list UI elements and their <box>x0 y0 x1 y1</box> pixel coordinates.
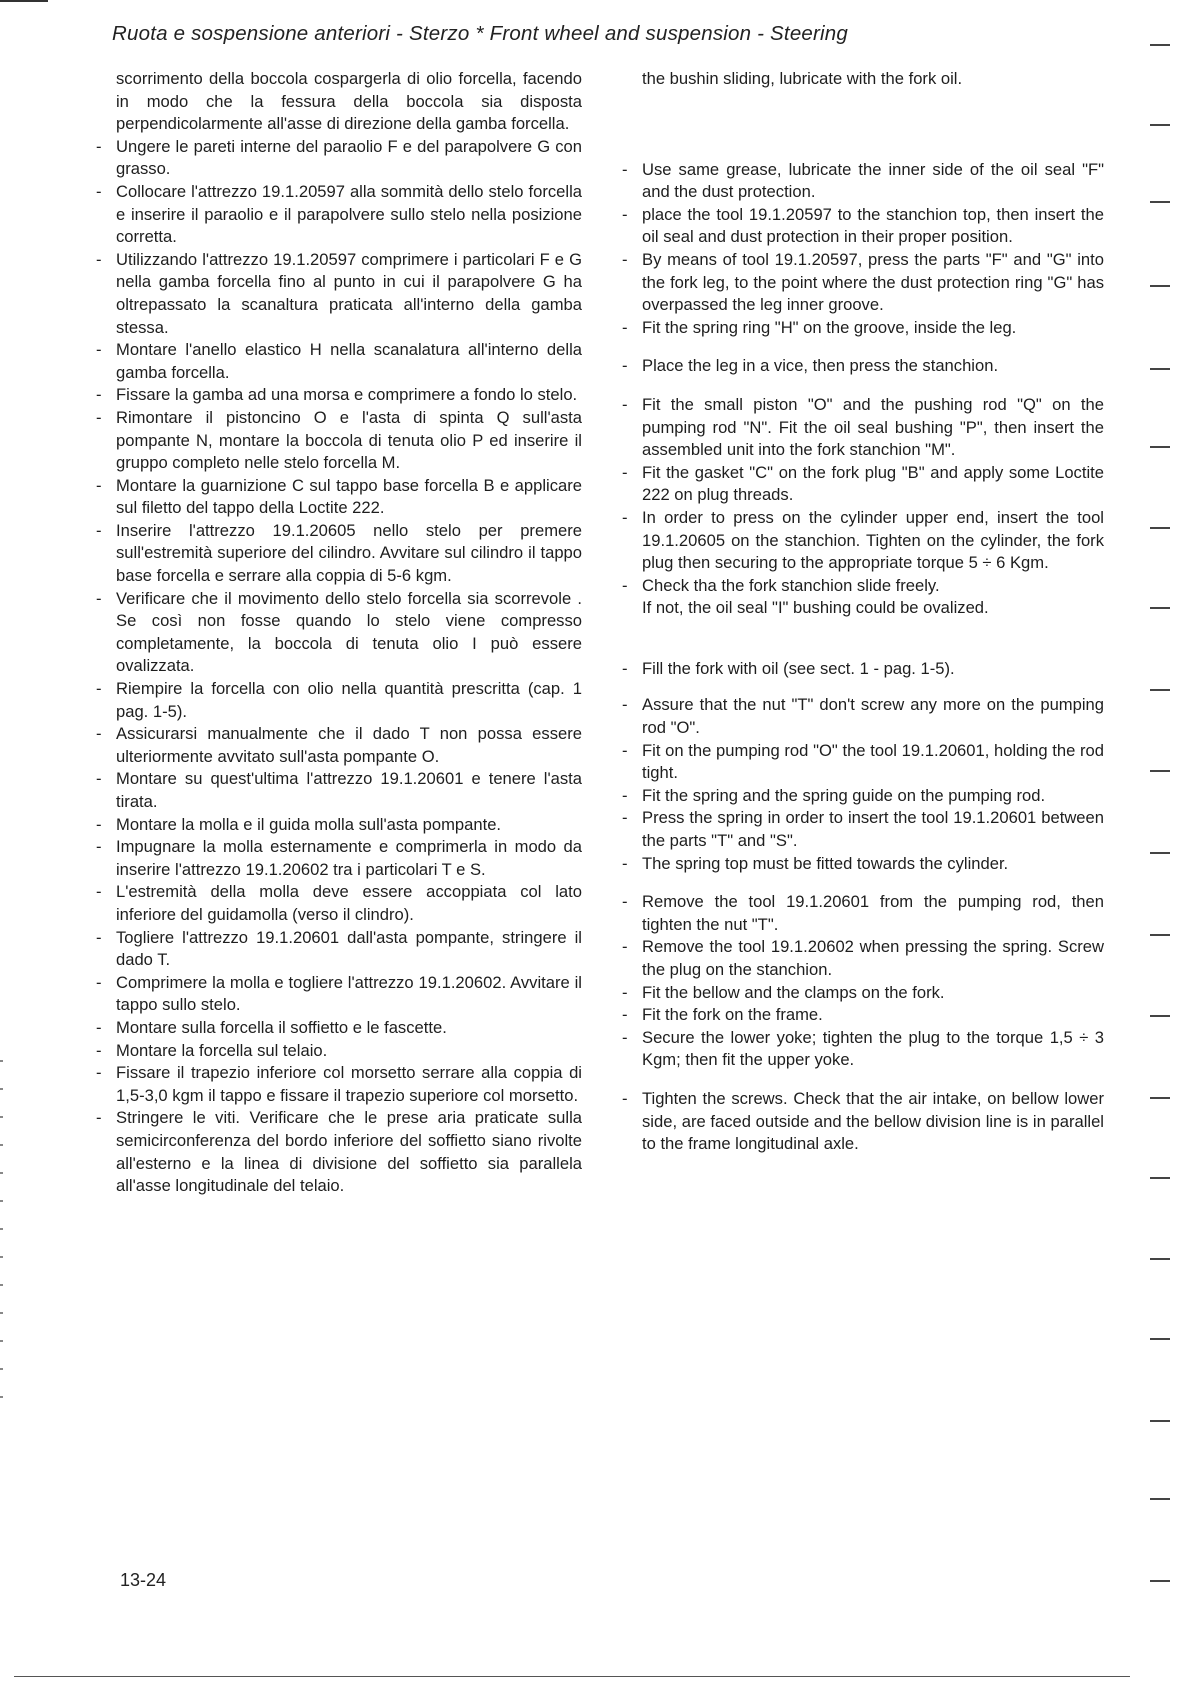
it-paragraph: - Montare sulla forcella il soffietto e le fascette. <box>92 1017 582 1040</box>
header-separator: * <box>475 22 484 45</box>
en-paragraph: - place the tool 19.1.20597 to the stanchion top, then insert the oil seal and dust protection in their proper position. <box>618 204 1104 249</box>
en-paragraph: - Fill the fork with oil (see sect. 1 - pag. 1-5). <box>618 658 1104 681</box>
it-paragraph: - Fissare la gamba ad una morsa e comprimere a fondo lo stelo. <box>92 384 582 407</box>
en-paragraph: - Press the spring in order to insert the tool 19.1.20601 between the parts "T" and "S". <box>618 807 1104 852</box>
binding-edge-marks <box>0 1060 3 1400</box>
margin-tick <box>1150 446 1170 448</box>
it-paragraph: - Assicurarsi manualmente che il dado T non possa essere ulteriormente avvitato sull'asta pompante O. <box>92 723 582 768</box>
en-paragraph: - Fit on the pumping rod "O" the tool 19.1.20601, holding the rod tight. <box>618 740 1104 785</box>
it-paragraph: - Comprimere la molla e togliere l'attrezzo 19.1.20602. Avvitare il tappo sullo stelo. <box>92 972 582 1017</box>
en-paragraph: - Fit the bellow and the clamps on the fork. <box>618 982 1104 1005</box>
margin-tick <box>1150 44 1170 46</box>
it-paragraph: - Collocare l'attrezzo 19.1.20597 alla sommità dello stelo forcella e inserire il paraolio e il parapolvere sullo stelo nella posizione corretta. <box>92 181 582 249</box>
it-paragraph: - Verificare che il movimento dello stelo forcella sia scorrevole . Se così non fosse quando lo stelo viene compresso completamente, la boccola di tenuta olio I può essere ovalizzata. <box>92 588 582 678</box>
it-paragraph: - Impugnare la molla esternamente e comprimerla in modo da inserire l'attrezzo 19.1.20602 tra i particolari T e S. <box>92 836 582 881</box>
margin-tick <box>1150 852 1170 854</box>
it-paragraph: - Utilizzando l'attrezzo 19.1.20597 comprimere i particolari F e G nella gamba forcella fino al punto in cui il parapolvere G ha oltrepassato la scanaltura praticata all'interno della gamba stessa. <box>92 249 582 339</box>
it-paragraph: - L'estremità della molla deve essere accoppiata col lato inferiore del guidamolla (verso il clindro). <box>92 881 582 926</box>
it-paragraph: - Togliere l'attrezzo 19.1.20601 dall'asta pompante, stringere il dado T. <box>92 927 582 972</box>
english-column <box>618 68 1104 1156</box>
margin-tick <box>1150 1580 1170 1582</box>
en-paragraph: - The spring top must be fitted towards the cylinder. <box>618 853 1104 876</box>
it-paragraph: - Montare l'anello elastico H nella scanalatura all'interno della gamba forcella. <box>92 339 582 384</box>
italian-column <box>92 68 582 1198</box>
en-paragraph: - Secure the lower yoke; tighten the plug to the torque 1,5 ÷ 3 Kgm; then fit the upper yoke. <box>618 1027 1104 1072</box>
margin-tick <box>1150 1015 1170 1017</box>
header-title-it: Ruota e sospensione anteriori - Sterzo <box>112 22 470 45</box>
corner-rule <box>0 0 48 2</box>
it-paragraph: - Montare la molla e il guida molla sull'asta pompante. <box>92 814 582 837</box>
en-paragraph: - Assure that the nut "T" don't screw any more on the pumping rod "O". <box>618 694 1104 739</box>
page-number: 13-24 <box>120 1570 167 1590</box>
margin-tick <box>1150 201 1170 203</box>
margin-tick <box>1150 368 1170 370</box>
en-paragraph: - Use same grease, lubricate the inner side of the oil seal "F" and the dust protection. <box>618 159 1104 204</box>
en-paragraph: the bushin sliding, lubricate with the fork oil. <box>642 69 963 88</box>
margin-tick <box>1150 934 1170 936</box>
margin-tick-marks <box>1150 0 1180 1684</box>
margin-tick <box>1150 1420 1170 1422</box>
en-paragraph: - Fit the fork on the frame. <box>618 1004 1104 1027</box>
margin-tick <box>1150 1097 1170 1099</box>
it-paragraph: - Rimontare il pistoncino O e l'asta di spinta Q sull'asta pompante N, montare la boccola di tenuta olio P ed inserire il gruppo completo nelle stelo forcella M. <box>92 407 582 475</box>
en-paragraph: - Fit the small piston "O" and the pushing rod "Q" on the pumping rod "N". Fit the oil seal bushing "P", then insert the assembled unit into the fork stanchion "M". <box>618 394 1104 462</box>
it-paragraph: - Montare su quest'ultima l'attrezzo 19.1.20601 e tenere l'asta tirata. <box>92 768 582 813</box>
it-paragraph: - Inserire l'attrezzo 19.1.20605 nello stelo per premere sull'estremità superiore del cilindro. Avvitare sul cilindro il tappo base forcella e serrare alla coppia di 5-6 kgm. <box>92 520 582 588</box>
it-paragraph: - Stringere le viti. Verificare che le prese aria praticate sulla semicirconferenza del bordo inferiore del soffietto siano rivolte all'esterno e la linea di divisione del soffietto sia parallela all'asse longitudinale del telaio. <box>92 1107 582 1197</box>
en-paragraph: If not, the oil seal "I" bushing could be ovalized. <box>642 598 989 618</box>
it-paragraph: scorrimento della boccola cospargerla di olio forcella, facendo in modo che la fessura della boccola sia disposta perpendicolarmente all'asse di direzione della gamba forcella. <box>116 69 582 134</box>
margin-tick <box>1150 1498 1170 1500</box>
en-paragraph: - Fit the spring ring "H" on the groove, inside the leg. <box>618 317 1104 340</box>
en-paragraph: - Tighten the screws. Check that the air intake, on bellow lower side, are faced outside and the bellow division line is in parallel to the frame longitudinal axle. <box>618 1088 1104 1156</box>
margin-tick <box>1150 689 1170 691</box>
margin-tick <box>1150 607 1170 609</box>
en-paragraph: - Remove the tool 19.1.20602 when pressing the spring. Screw the plug on the stanchion. <box>618 936 1104 981</box>
page-header <box>112 22 1032 46</box>
it-paragraph: - Montare la guarnizione C sul tappo base forcella B e applicare sul filetto del tappo della Loctite 222. <box>92 475 582 520</box>
margin-tick <box>1150 770 1170 772</box>
margin-tick <box>1150 285 1170 287</box>
it-paragraph: - Ungere le pareti interne del paraolio F e del parapolvere G con grasso. <box>92 136 582 181</box>
en-paragraph: - By means of tool 19.1.20597, press the parts "F" and "G" into the fork leg, to the point where the dust protection ring "G" has overpassed the leg inner groove. <box>618 249 1104 317</box>
en-paragraph: - Fit the gasket "C" on the fork plug "B" and apply some Loctite 222 on plug threads. <box>618 462 1104 507</box>
bottom-rule <box>14 1676 1130 1677</box>
margin-tick <box>1150 124 1170 126</box>
en-paragraph: - Remove the tool 19.1.20601 from the pumping rod, then tighten the nut "T". <box>618 891 1104 936</box>
it-paragraph: - Fissare il trapezio inferiore col morsetto serrare alla coppia di 1,5-3,0 kgm il tappo e fissare il trapezio superiore col morsetto. <box>92 1062 582 1107</box>
it-paragraph: - Montare la forcella sul telaio. <box>92 1040 582 1063</box>
margin-tick <box>1150 1177 1170 1179</box>
en-paragraph: - Place the leg in a vice, then press the stanchion. <box>618 355 1104 378</box>
margin-tick <box>1150 527 1170 529</box>
it-paragraph: - Riempire la forcella con olio nella quantità prescritta (cap. 1 pag. 1-5). <box>92 678 582 723</box>
en-paragraph: - In order to press on the cylinder upper end, insert the tool 19.1.20605 on the stanchion. Tighten on the cylinder, the fork plug then securing to the appropriate torque 5 ÷ 6 Kgm. <box>618 507 1104 575</box>
header-title-en: Front wheel and suspension - Steering <box>489 22 849 45</box>
en-paragraph: - Check tha the fork stanchion slide freely. <box>618 575 1104 598</box>
margin-tick <box>1150 1258 1170 1260</box>
margin-tick <box>1150 1338 1170 1340</box>
en-paragraph: - Fit the spring and the spring guide on the pumping rod. <box>618 785 1104 808</box>
